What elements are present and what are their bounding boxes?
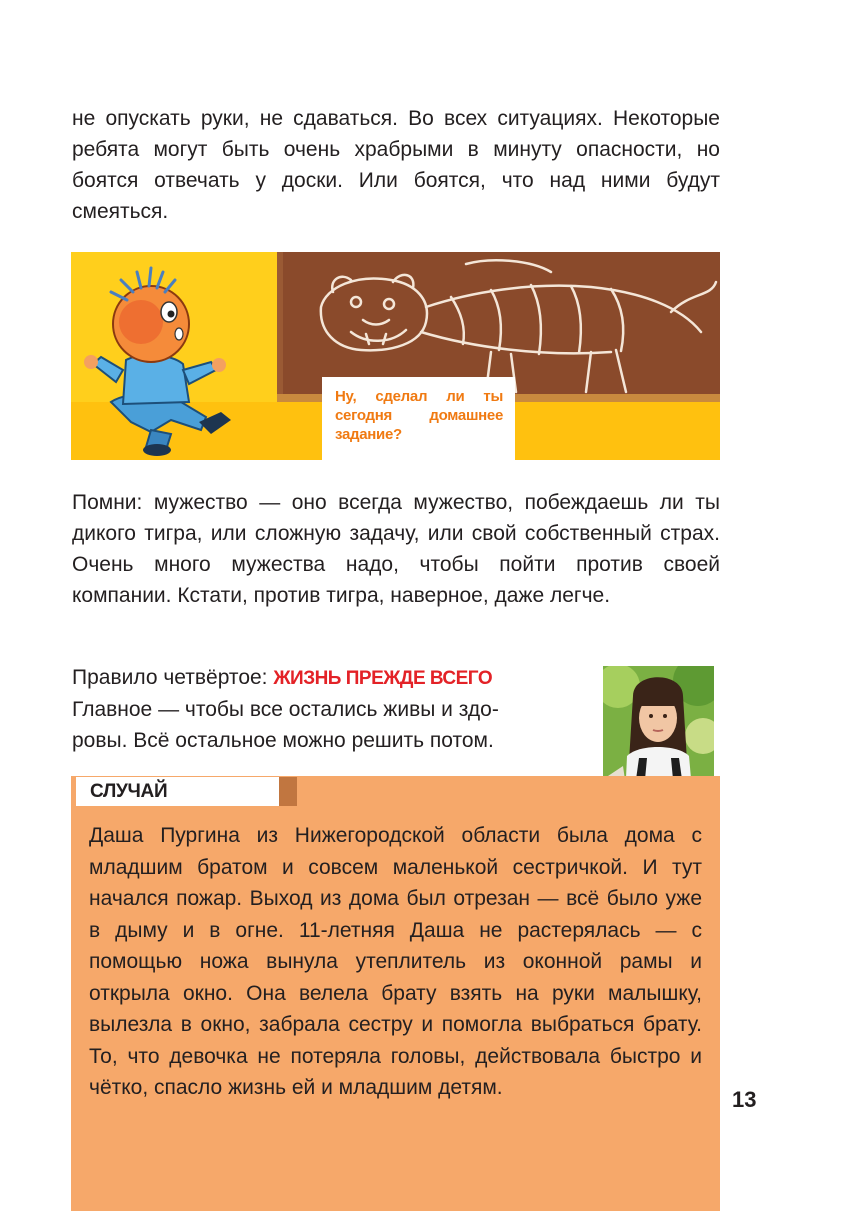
rule-four-heading-line xyxy=(72,662,572,694)
rule-four-prefix: Правило четвёртое: xyxy=(72,666,274,689)
case-text: Даша Пургина из Нижегородской области была дома с младшим братом и совсем маленькой сестричкой. И тут начался пожар. Выход из дома был отрезан — всё было уже в дыму и в огне. 11-летняя Даша не растерялась — с помощью ножа вынула утеплитель из оконной рамы и открыла окно. Она велела брату взять на руки малышку, вылезла в окно, забрала сестру и помогла выбраться брату. То, что девочка не потеряла головы, действовала быстро и чётко, спасло жизнь ей и младшим детям. xyxy=(89,824,702,1099)
rule-four-title: ЖИЗНЬ ПРЕЖДЕ ВСЕГО xyxy=(273,668,493,689)
rule-four-line-2: Главное — чтобы все остались живы и здо- xyxy=(72,698,499,721)
case-box xyxy=(71,806,720,1211)
courage-paragraph: Помни: мужество — оно всегда мужество, побеждаешь ли ты дикого тигра, или сложную задачу, или свой собственный страх. Очень много мужества надо, чтобы пойти против своей компании. Кстати, против тигра, наверное, даже легче. xyxy=(72,491,720,607)
page-number: 13 xyxy=(732,1087,757,1112)
intro-paragraph: не опускать руки, не сдаваться. Во всех ситуациях. Некоторые ребята могут быть очень храбрыми в минуту опасности, но боятся отвечать у доски. Или боятся, что над ними будут смеяться. xyxy=(72,107,720,223)
speech-bubble: Ну, сделал ли ты сегодня домашнее задание? xyxy=(322,377,515,460)
case-header xyxy=(71,776,720,806)
rule-four-line-3: ровы. Всё остальное можно решить потом. xyxy=(72,729,494,752)
rule-four xyxy=(72,662,572,756)
case-label: СЛУЧАЙ xyxy=(76,777,279,806)
